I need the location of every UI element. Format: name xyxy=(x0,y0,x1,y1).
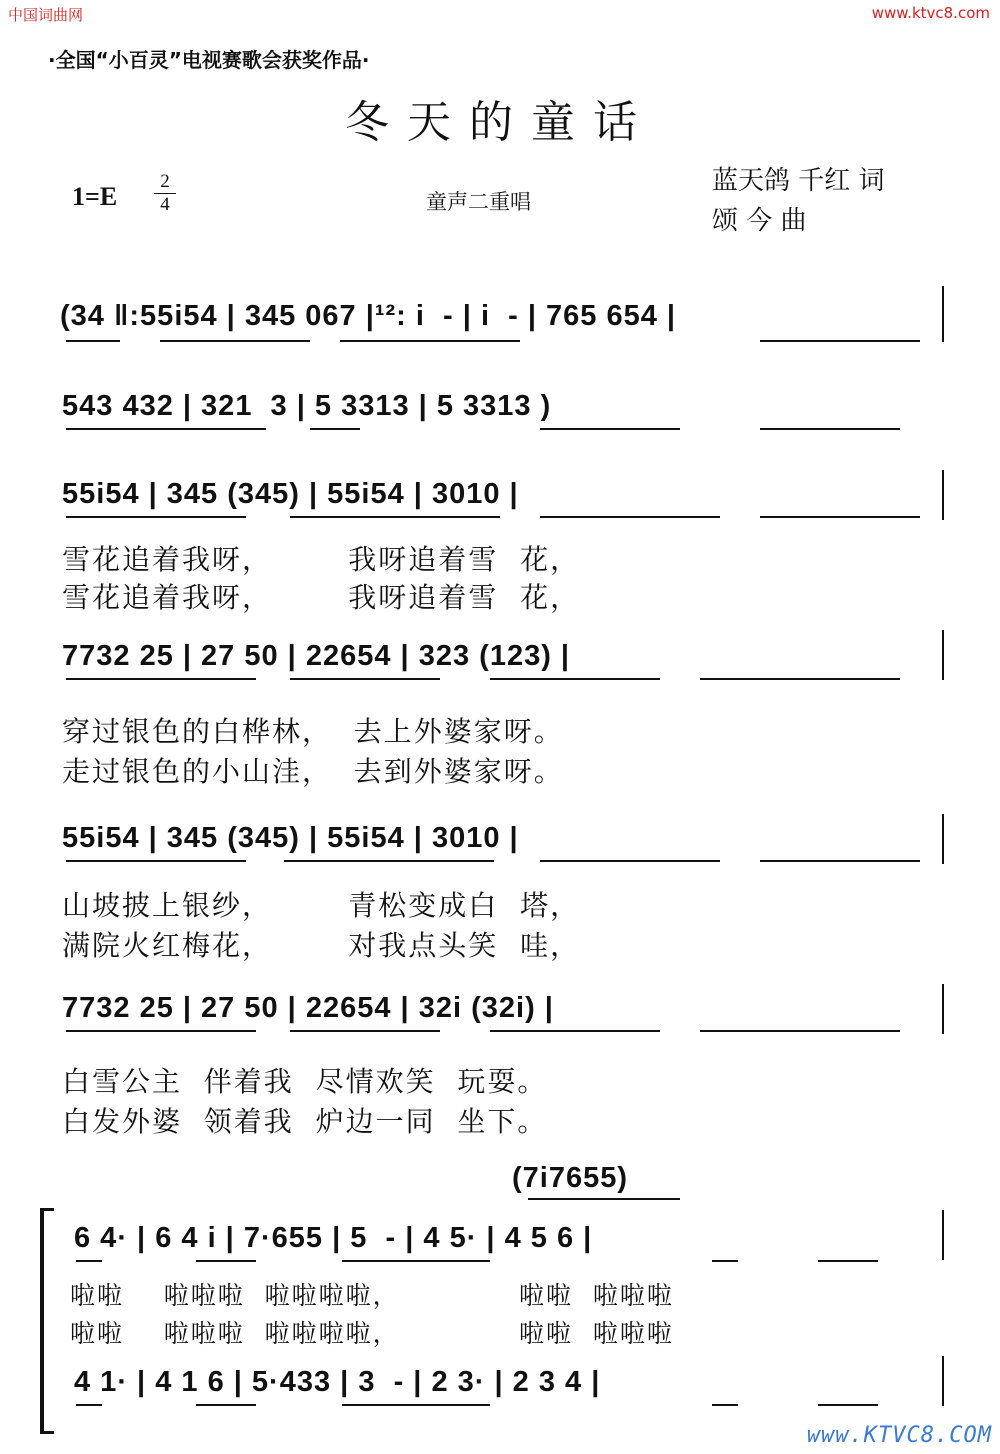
time-signature-top: 2 xyxy=(160,171,170,192)
beam xyxy=(196,1404,256,1406)
composer-credit: 颂 今 曲 xyxy=(712,206,807,236)
beam xyxy=(760,860,920,862)
duet-lower-voice: 4 1· | 4 1 6 | 5·433 | 3 - | 2 3· | 2 3 4 | xyxy=(74,1366,601,1398)
lyrics-verse-2: 白发外婆 领着我 炉边一同 坐下。 xyxy=(62,1105,548,1138)
watermark-left: 中国词曲网 xyxy=(8,6,84,24)
beam xyxy=(818,1404,878,1406)
barline xyxy=(942,1356,944,1406)
duet-upper-voice: 6 4· | 6 4 i | 7·655 | 5 - | 4 5· | 4 5 6 | xyxy=(74,1222,593,1254)
beam xyxy=(160,340,310,342)
beam xyxy=(540,860,720,862)
performance-type: 童声二重唱 xyxy=(426,190,531,214)
score-row-5: 55i54 | 345 (345) | 55i54 | 3010 | xyxy=(62,822,519,854)
award-subtitle: ·全国“小百灵”电视赛歌会获奖作品· xyxy=(48,48,370,72)
lyricist-credit: 蓝天鸽 千红 词 xyxy=(712,166,885,196)
score-row-1: (34 ‖:55i54 | 345 067 |¹²: i - | i - | 765 654 | xyxy=(60,300,676,332)
score-row-3: 55i54 | 345 (345) | 55i54 | 3010 | xyxy=(62,478,519,510)
beam xyxy=(540,428,680,430)
barline xyxy=(942,286,944,342)
beam xyxy=(700,1030,900,1032)
beam xyxy=(342,1404,490,1406)
barline xyxy=(942,984,944,1034)
beam xyxy=(66,678,256,680)
time-signature xyxy=(154,172,176,215)
beam xyxy=(290,516,500,518)
barline xyxy=(942,630,944,680)
beam xyxy=(290,1030,440,1032)
lyrics-verse-1: 雪花追着我呀， 我呀追着雪 花， xyxy=(62,543,581,576)
beam xyxy=(76,1260,102,1262)
key-signature: 1=E xyxy=(72,182,118,211)
barline xyxy=(942,1210,944,1260)
time-signature-bottom: 4 xyxy=(160,194,170,215)
beam xyxy=(490,1030,660,1032)
duet-lyrics-1: 啦啦 啦啦啦 啦啦啦啦， 啦啦 啦啦啦 xyxy=(70,1281,674,1310)
barline xyxy=(942,470,944,520)
lyrics-verse-2: 雪花追着我呀， 我呀追着雪 花， xyxy=(62,581,581,614)
lyrics-verse-1: 山坡披上银纱， 青松变成白 塔， xyxy=(62,889,581,922)
beam xyxy=(528,1198,680,1200)
barline xyxy=(942,814,944,864)
lyrics-verse-2: 走过银色的小山洼， 去到外婆家呀。 xyxy=(62,755,564,788)
lyrics-verse-1: 穿过银色的白桦林， 去上外婆家呀。 xyxy=(62,715,564,748)
beam xyxy=(490,678,660,680)
watermark-right: www.ktvc8.com xyxy=(871,4,990,22)
beam xyxy=(66,860,246,862)
beam xyxy=(66,516,246,518)
beam xyxy=(540,516,720,518)
beam xyxy=(66,340,120,342)
lyrics-verse-2: 满院火红梅花， 对我点头笑 哇， xyxy=(62,929,581,962)
beam xyxy=(760,428,900,430)
watermark-bottom: www.KTVC8.COM xyxy=(806,1423,992,1448)
score-row-6: 7732 25 | 27 50 | 22654 | 32i (32i) | xyxy=(62,992,554,1024)
beam xyxy=(712,1260,738,1262)
lyrics-verse-1: 白雪公主 伴着我 尽情欢笑 玩耍。 xyxy=(62,1065,548,1098)
beam xyxy=(760,340,920,342)
beam xyxy=(340,340,520,342)
beam xyxy=(818,1260,878,1262)
beam xyxy=(310,428,360,430)
score-row-4: 7732 25 | 27 50 | 22654 | 323 (123) | xyxy=(62,640,571,672)
beam xyxy=(712,1404,738,1406)
beam xyxy=(700,678,900,680)
interlude-notes: (7i7655) xyxy=(512,1162,629,1194)
song-title: 冬天的童话 xyxy=(345,97,655,148)
beam xyxy=(66,1030,256,1032)
system-bracket xyxy=(40,1208,54,1434)
beam xyxy=(342,1260,490,1262)
beam xyxy=(760,516,920,518)
beam xyxy=(66,428,266,430)
beam xyxy=(290,678,440,680)
beam xyxy=(196,1260,256,1262)
duet-lyrics-2: 啦啦 啦啦啦 啦啦啦啦， 啦啦 啦啦啦 xyxy=(70,1319,674,1348)
score-row-2: 543 432 | 321 3 | 5 3313 | 5 3313 ) xyxy=(62,390,552,422)
beam xyxy=(284,860,494,862)
beam xyxy=(76,1404,102,1406)
